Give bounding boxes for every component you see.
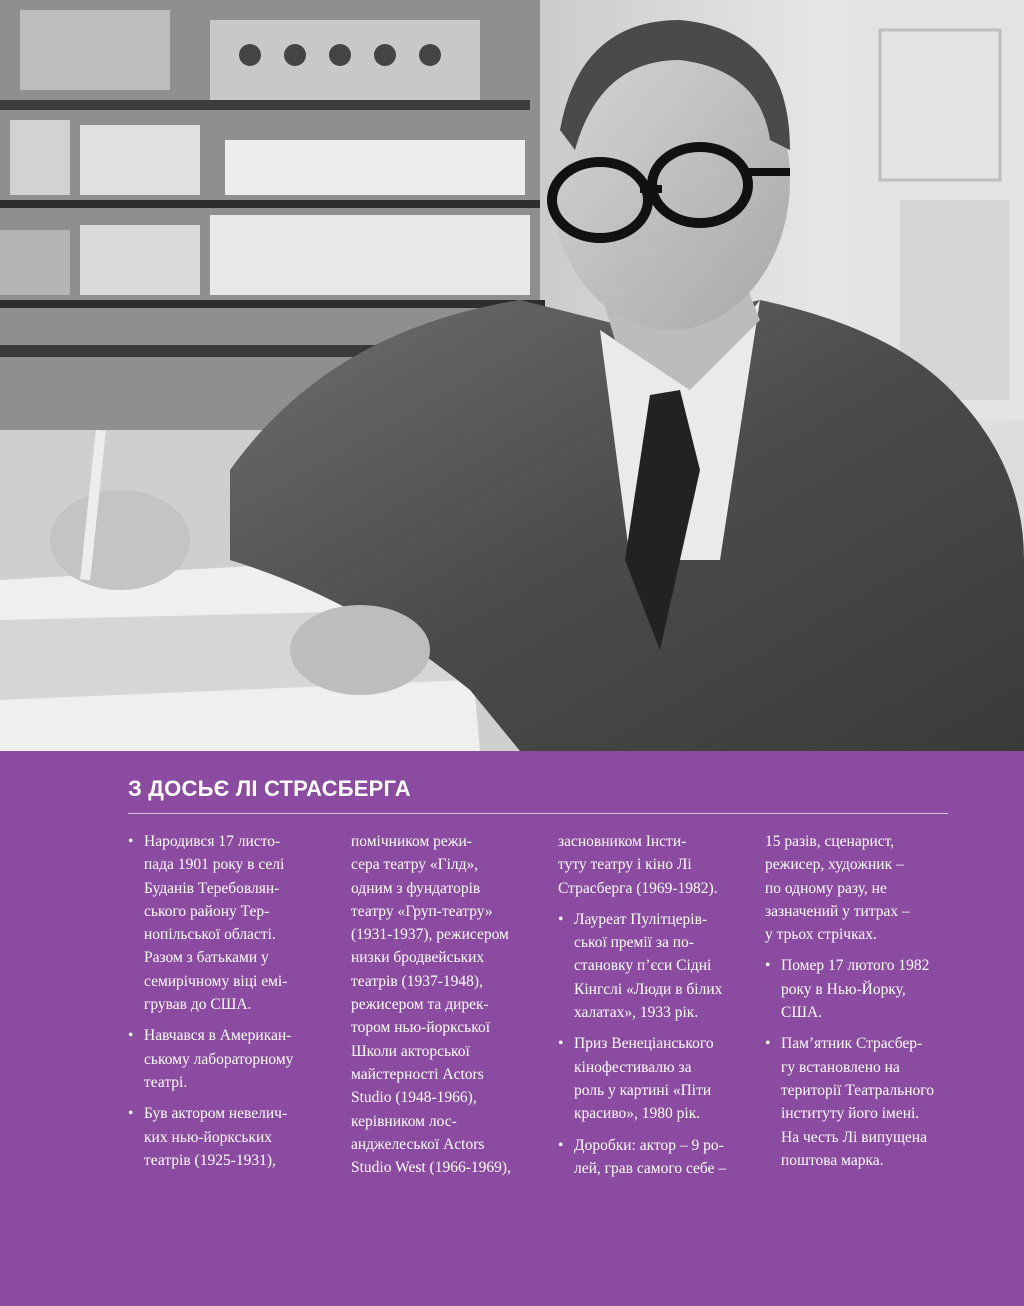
dossier-column-1 (128, 830, 328, 1180)
bullet-icon: • (558, 910, 564, 928)
list-item: • Лауреат Пулітцерів- ської премії за по- становку п’єси Сідні Кінгслі «Люди в білих халатах», 1933 рік. (558, 908, 748, 1024)
bullet-icon: • (765, 957, 771, 975)
list-item: засновником Інсти- туту театру і кіно Лі Страсберга (1969-1982). (558, 833, 718, 897)
list-item: • Доробки: актор – 9 ро- лей, грав самого себе – (558, 1134, 748, 1181)
list-item: 15 разів, сценарист, режисер, художник – по одному разу, не зазначений у титрах – у трьох стрічках. (765, 833, 910, 944)
bullet-icon: • (128, 1027, 134, 1045)
bullet-icon: • (128, 1105, 134, 1123)
list-item: • Навчався в Американ- ському лабораторному театрі. (128, 1024, 328, 1094)
bullet-icon: • (765, 1035, 771, 1053)
list-item: • Пам’ятник Страсбер- гу встановлено на території Театрального інституту його імені. На честь Лі випущена поштова марка. (765, 1032, 965, 1172)
bullet-icon: • (558, 1035, 564, 1053)
title-divider (128, 813, 948, 814)
dossier-column-4 (765, 830, 965, 1180)
list-item: • Був актором невелич- ких нью-йоркських театрів (1925-1931), (128, 1102, 328, 1172)
list-item: • Помер 17 лютого 1982 року в Нью-Йорку, США. (765, 954, 965, 1024)
list-item: • Народився 17 листо- пада 1901 року в селі Буданів Теребовлян- ського району Тер- нопільської області. Разом з батьками у семирічному віці емі- грував до США. (128, 830, 328, 1016)
list-item: помічником режи- сера театру «Гілд», одним з фундаторів театру «Груп-театру» (1931-1937), режисером низки бродвейських театрів (1937-1948), режисером та дирек- тором нью-йоркської Школи акторської майстерності Actors Studio (1948-1966), керівником лос- анджелеської Actors Studio West (1966-1969), (351, 833, 511, 1177)
dossier-column-3 (558, 830, 748, 1188)
list-item: • Приз Венеціанського кінофестивалю за роль у картині «Піти красиво», 1980 рік. (558, 1032, 748, 1125)
dossier-column-2 (351, 830, 541, 1187)
dossier-title: З ДОСЬЄ ЛІ СТРАСБЕРГА (128, 776, 411, 801)
bullet-icon: • (128, 833, 134, 850)
bullet-icon: • (558, 1136, 564, 1154)
